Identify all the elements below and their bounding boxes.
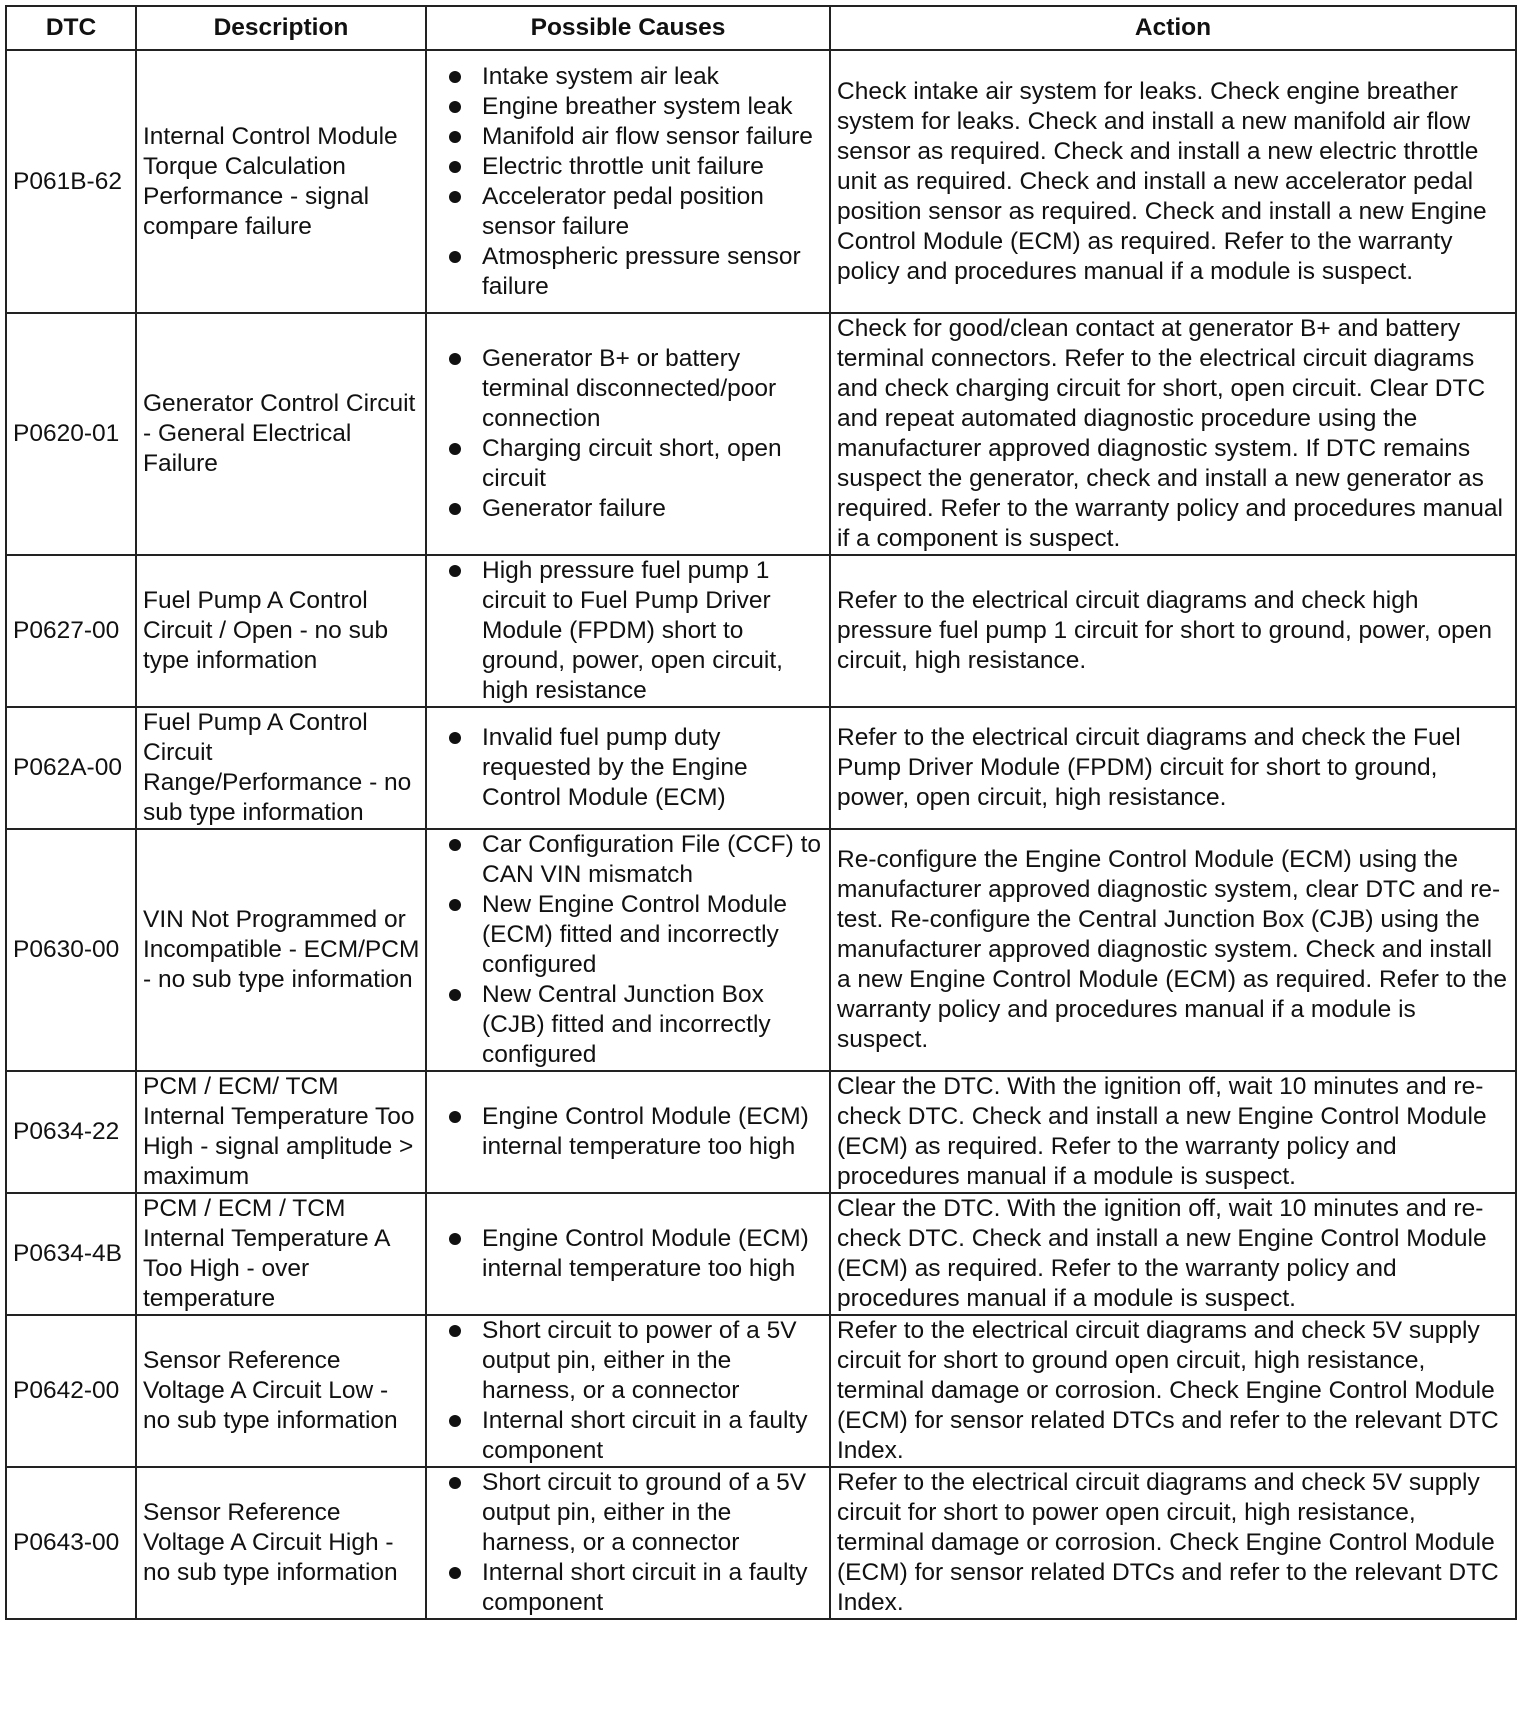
cause-item	[427, 92, 823, 122]
possible-causes-cell	[426, 313, 830, 555]
possible-causes-cell	[426, 707, 830, 829]
dtc-description: Sensor Reference Voltage A Circuit High - no sub type information	[136, 1467, 426, 1619]
cause-text: Short circuit to ground of a 5V output pin, either in the harness, or a connector	[482, 1469, 807, 1556]
dtc-code: P0620-01	[6, 313, 136, 555]
possible-causes-cell	[426, 1315, 830, 1467]
cause-text: Generator B+ or battery terminal disconnected/poor connection	[482, 345, 777, 432]
header-dtc: DTC	[6, 6, 136, 50]
dtc-description: PCM / ECM/ TCM Internal Temperature Too High - signal amplitude > maximum	[136, 1071, 426, 1193]
cause-item	[427, 62, 823, 92]
bullet-icon	[449, 131, 461, 143]
dtc-action: Refer to the electrical circuit diagrams and check 5V supply circuit for short to power open circuit, high resistance, terminal damage or corrosion. Check Engine Control Module (ECM) for sensor related DTCs and refer to the relevant DTC Index.	[830, 1467, 1516, 1619]
bullet-icon	[449, 732, 461, 744]
dtc-description: Generator Control Circuit - General Electrical Failure	[136, 313, 426, 555]
bullet-icon	[449, 1111, 461, 1123]
cause-text: Accelerator pedal position sensor failure	[482, 182, 764, 240]
possible-causes-cell	[426, 829, 830, 1071]
table-row	[6, 555, 1516, 707]
bullet-icon	[449, 191, 461, 203]
cause-item	[427, 723, 823, 813]
header-possible-causes: Possible Causes	[426, 6, 830, 50]
possible-causes-cell	[426, 1071, 830, 1193]
dtc-description: Fuel Pump A Control Circuit / Open - no sub type information	[136, 555, 426, 707]
bullet-icon	[449, 1325, 461, 1337]
dtc-description: Sensor Reference Voltage A Circuit Low - no sub type information	[136, 1315, 426, 1467]
dtc-action: Refer to the electrical circuit diagrams and check 5V supply circuit for short to ground open circuit, high resistance, terminal damage or corrosion. Check Engine Control Module (ECM) for sensor related DTCs and refer to the relevant DTC Index.	[830, 1315, 1516, 1467]
dtc-code: P0634-4B	[6, 1193, 136, 1315]
cause-item	[427, 344, 823, 434]
dtc-action: Check for good/clean contact at generator B+ and battery terminal connectors. Refer to the electrical circuit diagrams and check charging circuit for short, open circuit. Clear DTC and repeat automated diagnostic procedure using the manufacturer approved diagnostic system. If DTC remains suspect the generator, check and install a new generator as required. Refer to the warranty policy and procedures manual if a component is suspect.	[830, 313, 1516, 555]
header-row	[6, 6, 1516, 50]
table-row	[6, 707, 1516, 829]
cause-text: High pressure fuel pump 1 circuit to Fuel Pump Driver Module (FPDM) short to ground, power, open circuit, high resistance	[482, 557, 783, 704]
dtc-table	[5, 5, 1517, 1620]
cause-item	[427, 1224, 823, 1284]
table-row	[6, 1315, 1516, 1467]
dtc-description: PCM / ECM / TCM Internal Temperature A Too High - over temperature	[136, 1193, 426, 1315]
cause-text: New Central Junction Box (CJB) fitted and incorrectly configured	[482, 981, 771, 1068]
dtc-code: P0642-00	[6, 1315, 136, 1467]
cause-text: Engine Control Module (ECM) internal temperature too high	[482, 1103, 809, 1160]
header-description: Description	[136, 6, 426, 50]
possible-causes-cell	[426, 1193, 830, 1315]
cause-list	[427, 1224, 823, 1284]
table-row	[6, 829, 1516, 1071]
cause-text: Engine breather system leak	[482, 92, 793, 120]
cause-item	[427, 1406, 823, 1466]
dtc-action: Check intake air system for leaks. Check engine breather system for leaks. Check and install a new manifold air flow sensor as required. Check and install a new electric throttle unit as required. Check and install a new accelerator pedal position sensor as required. Check and install a new Engine Control Module (ECM) as required. Refer to the warranty policy and procedures manual if a module is suspect.	[830, 50, 1516, 313]
possible-causes-cell	[426, 50, 830, 313]
bullet-icon	[449, 1415, 461, 1427]
table-row	[6, 1071, 1516, 1193]
cause-item	[427, 980, 823, 1070]
cause-text: Invalid fuel pump duty requested by the Engine Control Module (ECM)	[482, 724, 748, 811]
bullet-icon	[449, 161, 461, 173]
cause-item	[427, 152, 823, 182]
cause-item	[427, 830, 823, 890]
cause-text: New Engine Control Module (ECM) fitted and incorrectly configured	[482, 891, 788, 978]
cause-item	[427, 556, 823, 706]
bullet-icon	[449, 251, 461, 263]
dtc-code: P0634-22	[6, 1071, 136, 1193]
cause-list	[427, 1102, 823, 1162]
bullet-icon	[449, 1477, 461, 1489]
cause-item	[427, 242, 823, 302]
cause-text: Atmospheric pressure sensor failure	[482, 242, 801, 300]
cause-item	[427, 122, 823, 152]
cause-list	[427, 723, 823, 813]
cause-item	[427, 434, 823, 494]
table-row	[6, 313, 1516, 555]
cause-text: Car Configuration File (CCF) to CAN VIN mismatch	[482, 831, 822, 888]
header-action: Action	[830, 6, 1516, 50]
bullet-icon	[449, 503, 461, 515]
dtc-description: VIN Not Programmed or Incompatible - ECM/PCM - no sub type information	[136, 829, 426, 1071]
dtc-action: Refer to the electrical circuit diagrams and check the Fuel Pump Driver Module (FPDM) circuit for short to ground, power, open circuit, high resistance.	[830, 707, 1516, 829]
cause-text: Electric throttle unit failure	[482, 152, 764, 180]
cause-item	[427, 1468, 823, 1558]
bullet-icon	[449, 899, 461, 911]
dtc-description: Internal Control Module Torque Calculation Performance - signal compare failure	[136, 50, 426, 313]
bullet-icon	[449, 353, 461, 365]
cause-item	[427, 1316, 823, 1406]
dtc-action: Clear the DTC. With the ignition off, wait 10 minutes and re-check DTC. Check and install a new Engine Control Module (ECM) as required. Refer to the warranty policy and procedures manual if a module is suspect.	[830, 1071, 1516, 1193]
bullet-icon	[449, 101, 461, 113]
cause-item	[427, 182, 823, 242]
bullet-icon	[449, 565, 461, 577]
bullet-icon	[449, 1233, 461, 1245]
cause-text: Intake system air leak	[482, 62, 719, 90]
cause-text: Internal short circuit in a faulty component	[482, 1559, 808, 1616]
cause-list	[427, 344, 823, 524]
table-body	[6, 50, 1516, 1619]
cause-list	[427, 62, 823, 302]
dtc-code: P062A-00	[6, 707, 136, 829]
cause-text: Short circuit to power of a 5V output pin, either in the harness, or a connector	[482, 1317, 797, 1404]
bullet-icon	[449, 1567, 461, 1579]
cause-list	[427, 1468, 823, 1618]
cause-item	[427, 1558, 823, 1618]
cause-text: Engine Control Module (ECM) internal temperature too high	[482, 1225, 809, 1282]
cause-text: Charging circuit short, open circuit	[482, 435, 782, 492]
cause-text: Generator failure	[482, 495, 666, 522]
dtc-description: Fuel Pump A Control Circuit Range/Performance - no sub type information	[136, 707, 426, 829]
cause-text: Manifold air flow sensor failure	[482, 122, 813, 150]
bullet-icon	[449, 989, 461, 1001]
table-row	[6, 1193, 1516, 1315]
bullet-icon	[449, 839, 461, 851]
dtc-code: P0643-00	[6, 1467, 136, 1619]
dtc-code: P061B-62	[6, 50, 136, 313]
cause-list	[427, 830, 823, 1070]
dtc-code: P0630-00	[6, 829, 136, 1071]
cause-text: Internal short circuit in a faulty component	[482, 1407, 808, 1464]
dtc-action: Refer to the electrical circuit diagrams and check high pressure fuel pump 1 circuit for short to ground, power, open circuit, high resistance.	[830, 555, 1516, 707]
dtc-code: P0627-00	[6, 555, 136, 707]
cause-item	[427, 890, 823, 980]
cause-item	[427, 1102, 823, 1162]
table-row	[6, 50, 1516, 313]
bullet-icon	[449, 71, 461, 83]
dtc-action: Re-configure the Engine Control Module (ECM) using the manufacturer approved diagnostic system, clear DTC and re-test. Re-configure the Central Junction Box (CJB) using the manufacturer approved diagnostic system. Check and install a new Engine Control Module (ECM) as required. Refer to the warranty policy and procedures manual if a module is suspect.	[830, 829, 1516, 1071]
table-row	[6, 1467, 1516, 1619]
bullet-icon	[449, 443, 461, 455]
possible-causes-cell	[426, 1467, 830, 1619]
cause-list	[427, 556, 823, 706]
cause-list	[427, 1316, 823, 1466]
possible-causes-cell	[426, 555, 830, 707]
dtc-action: Clear the DTC. With the ignition off, wait 10 minutes and re-check DTC. Check and install a new Engine Control Module (ECM) as required. Refer to the warranty policy and procedures manual if a module is suspect.	[830, 1193, 1516, 1315]
table-header	[6, 6, 1516, 50]
cause-item	[427, 494, 823, 524]
